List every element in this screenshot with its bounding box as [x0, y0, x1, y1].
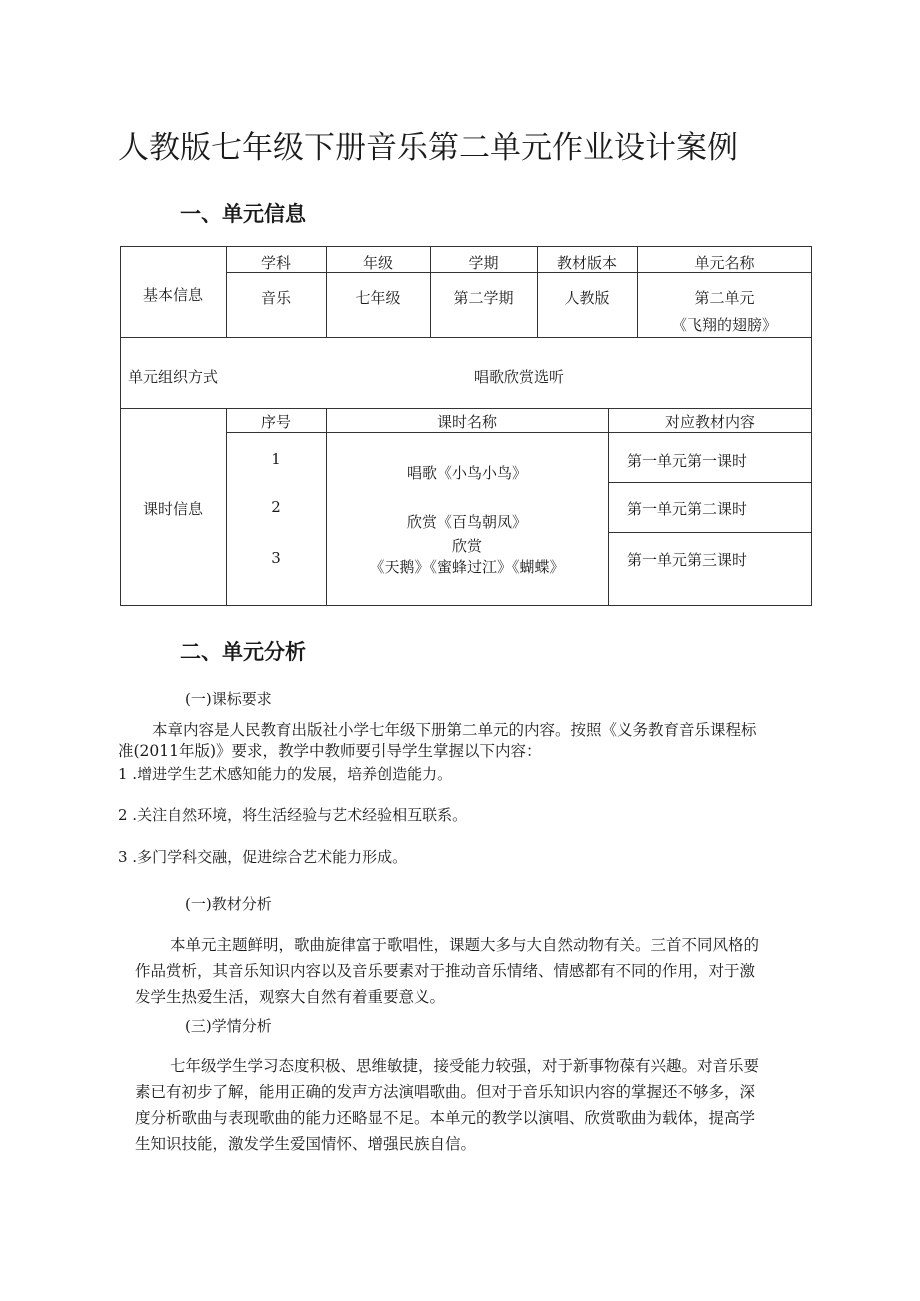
list-item: 1 .增进学生艺术感知能力的发展，培养创造能力。 [118, 765, 453, 783]
subheading-learner: (三)学情分析 [185, 1017, 272, 1035]
lesson-name-line2: 《天鹅》《蜜蜂过江》《蝴蝶》 [369, 558, 565, 576]
paragraph-learner-line: 度分析歌曲与表现歌曲的能力还略显不足。本单元的教学以演唱、欣赏歌曲为载体，提高学 [135, 1109, 756, 1127]
lesson-no: 1 [271, 450, 281, 468]
header-grade: 年级 [362, 254, 393, 272]
value-unit-name: 第二单元 [694, 289, 755, 307]
paragraph-learner-line: 生知识技能，激发学生爱国情怀、增强民族自信。 [135, 1135, 477, 1153]
paragraph-material-line: 发学生热爱生活，观察大自然有着重要意义。 [135, 988, 446, 1006]
header-edition: 教材版本 [556, 254, 617, 272]
org-value: 唱歌欣赏选听 [473, 368, 564, 386]
lesson-content: 第一单元第一课时 [626, 452, 747, 470]
paragraph-learner-line: 素已有初步了解，能用正确的发声方法演唱歌曲。但对于音乐知识内容的掌握还不够多，深 [135, 1083, 756, 1101]
page-title: 人教版七年级下册音乐第二单元作业设计案例 [118, 130, 738, 166]
value-unit-title: 《飞翔的翅膀》 [671, 316, 777, 334]
lesson-name: 唱歌《小鸟小鸟》 [406, 464, 527, 482]
table-border-bottom [120, 605, 812, 606]
value-edition: 人教版 [564, 289, 610, 307]
table-divider [120, 408, 812, 409]
lesson-name-line1: 欣赏 [451, 537, 482, 555]
lesson-header-no: 序号 [260, 413, 291, 431]
lesson-content: 第一单元第二课时 [626, 500, 747, 518]
table-divider [226, 432, 812, 433]
table-divider [120, 337, 812, 338]
section-heading-unit-info: 一、单元信息 [180, 202, 306, 226]
lesson-header-content: 对应教材内容 [664, 413, 755, 431]
header-unit-name: 单元名称 [694, 254, 755, 272]
lesson-header-name: 课时名称 [436, 413, 497, 431]
subheading-curriculum: (一)课标要求 [185, 690, 272, 708]
list-item: 2 .关注自然环境，将生活经验与艺术经验相互联系。 [118, 806, 468, 824]
paragraph-learner-line: 七年级学生学习态度积极、思维敏捷，接受能力较强，对于新事物葆有兴趣。对音乐要 [170, 1057, 760, 1075]
header-semester: 学期 [468, 254, 499, 272]
section-heading-unit-analysis: 二、单元分析 [180, 640, 306, 664]
lesson-content: 第一单元第三课时 [626, 551, 747, 569]
lesson-no: 2 [271, 498, 281, 516]
list-item: 3 .多门学科交融，促进综合艺术能力形成。 [118, 848, 408, 866]
paragraph-curriculum-line: 准(2011年版)》要求，教学中教师要引导学生掌握以下内容： [118, 742, 542, 760]
paragraph-curriculum-line: 本章内容是人民教育出版社小学七年级下册第二单元的内容。按照《义务教育音乐课程标 [152, 721, 757, 739]
value-semester: 第二学期 [453, 289, 514, 307]
table-divider [608, 482, 812, 483]
basic-info-label: 基本信息 [142, 286, 203, 304]
org-label: 单元组织方式 [127, 368, 218, 386]
value-grade: 七年级 [355, 289, 401, 307]
subheading-material: (一)教材分析 [185, 895, 272, 913]
paragraph-material-line: 本单元主题鲜明，歌曲旋律富于歌唱性，课题大多与大自然动物有关。三首不同风格的 [170, 936, 760, 954]
header-subject: 学科 [260, 254, 291, 272]
table-divider [608, 532, 812, 533]
lesson-name: 欣赏《百鸟朝凤》 [406, 513, 527, 531]
table-border-top [120, 246, 812, 247]
lesson-info-label: 课时信息 [142, 500, 203, 518]
lesson-no: 3 [271, 549, 281, 567]
value-subject: 音乐 [260, 289, 291, 307]
paragraph-material-line: 作品赏析，其音乐知识内容以及音乐要素对于推动音乐情绪、情感都有不同的作用，对于激 [135, 962, 756, 980]
